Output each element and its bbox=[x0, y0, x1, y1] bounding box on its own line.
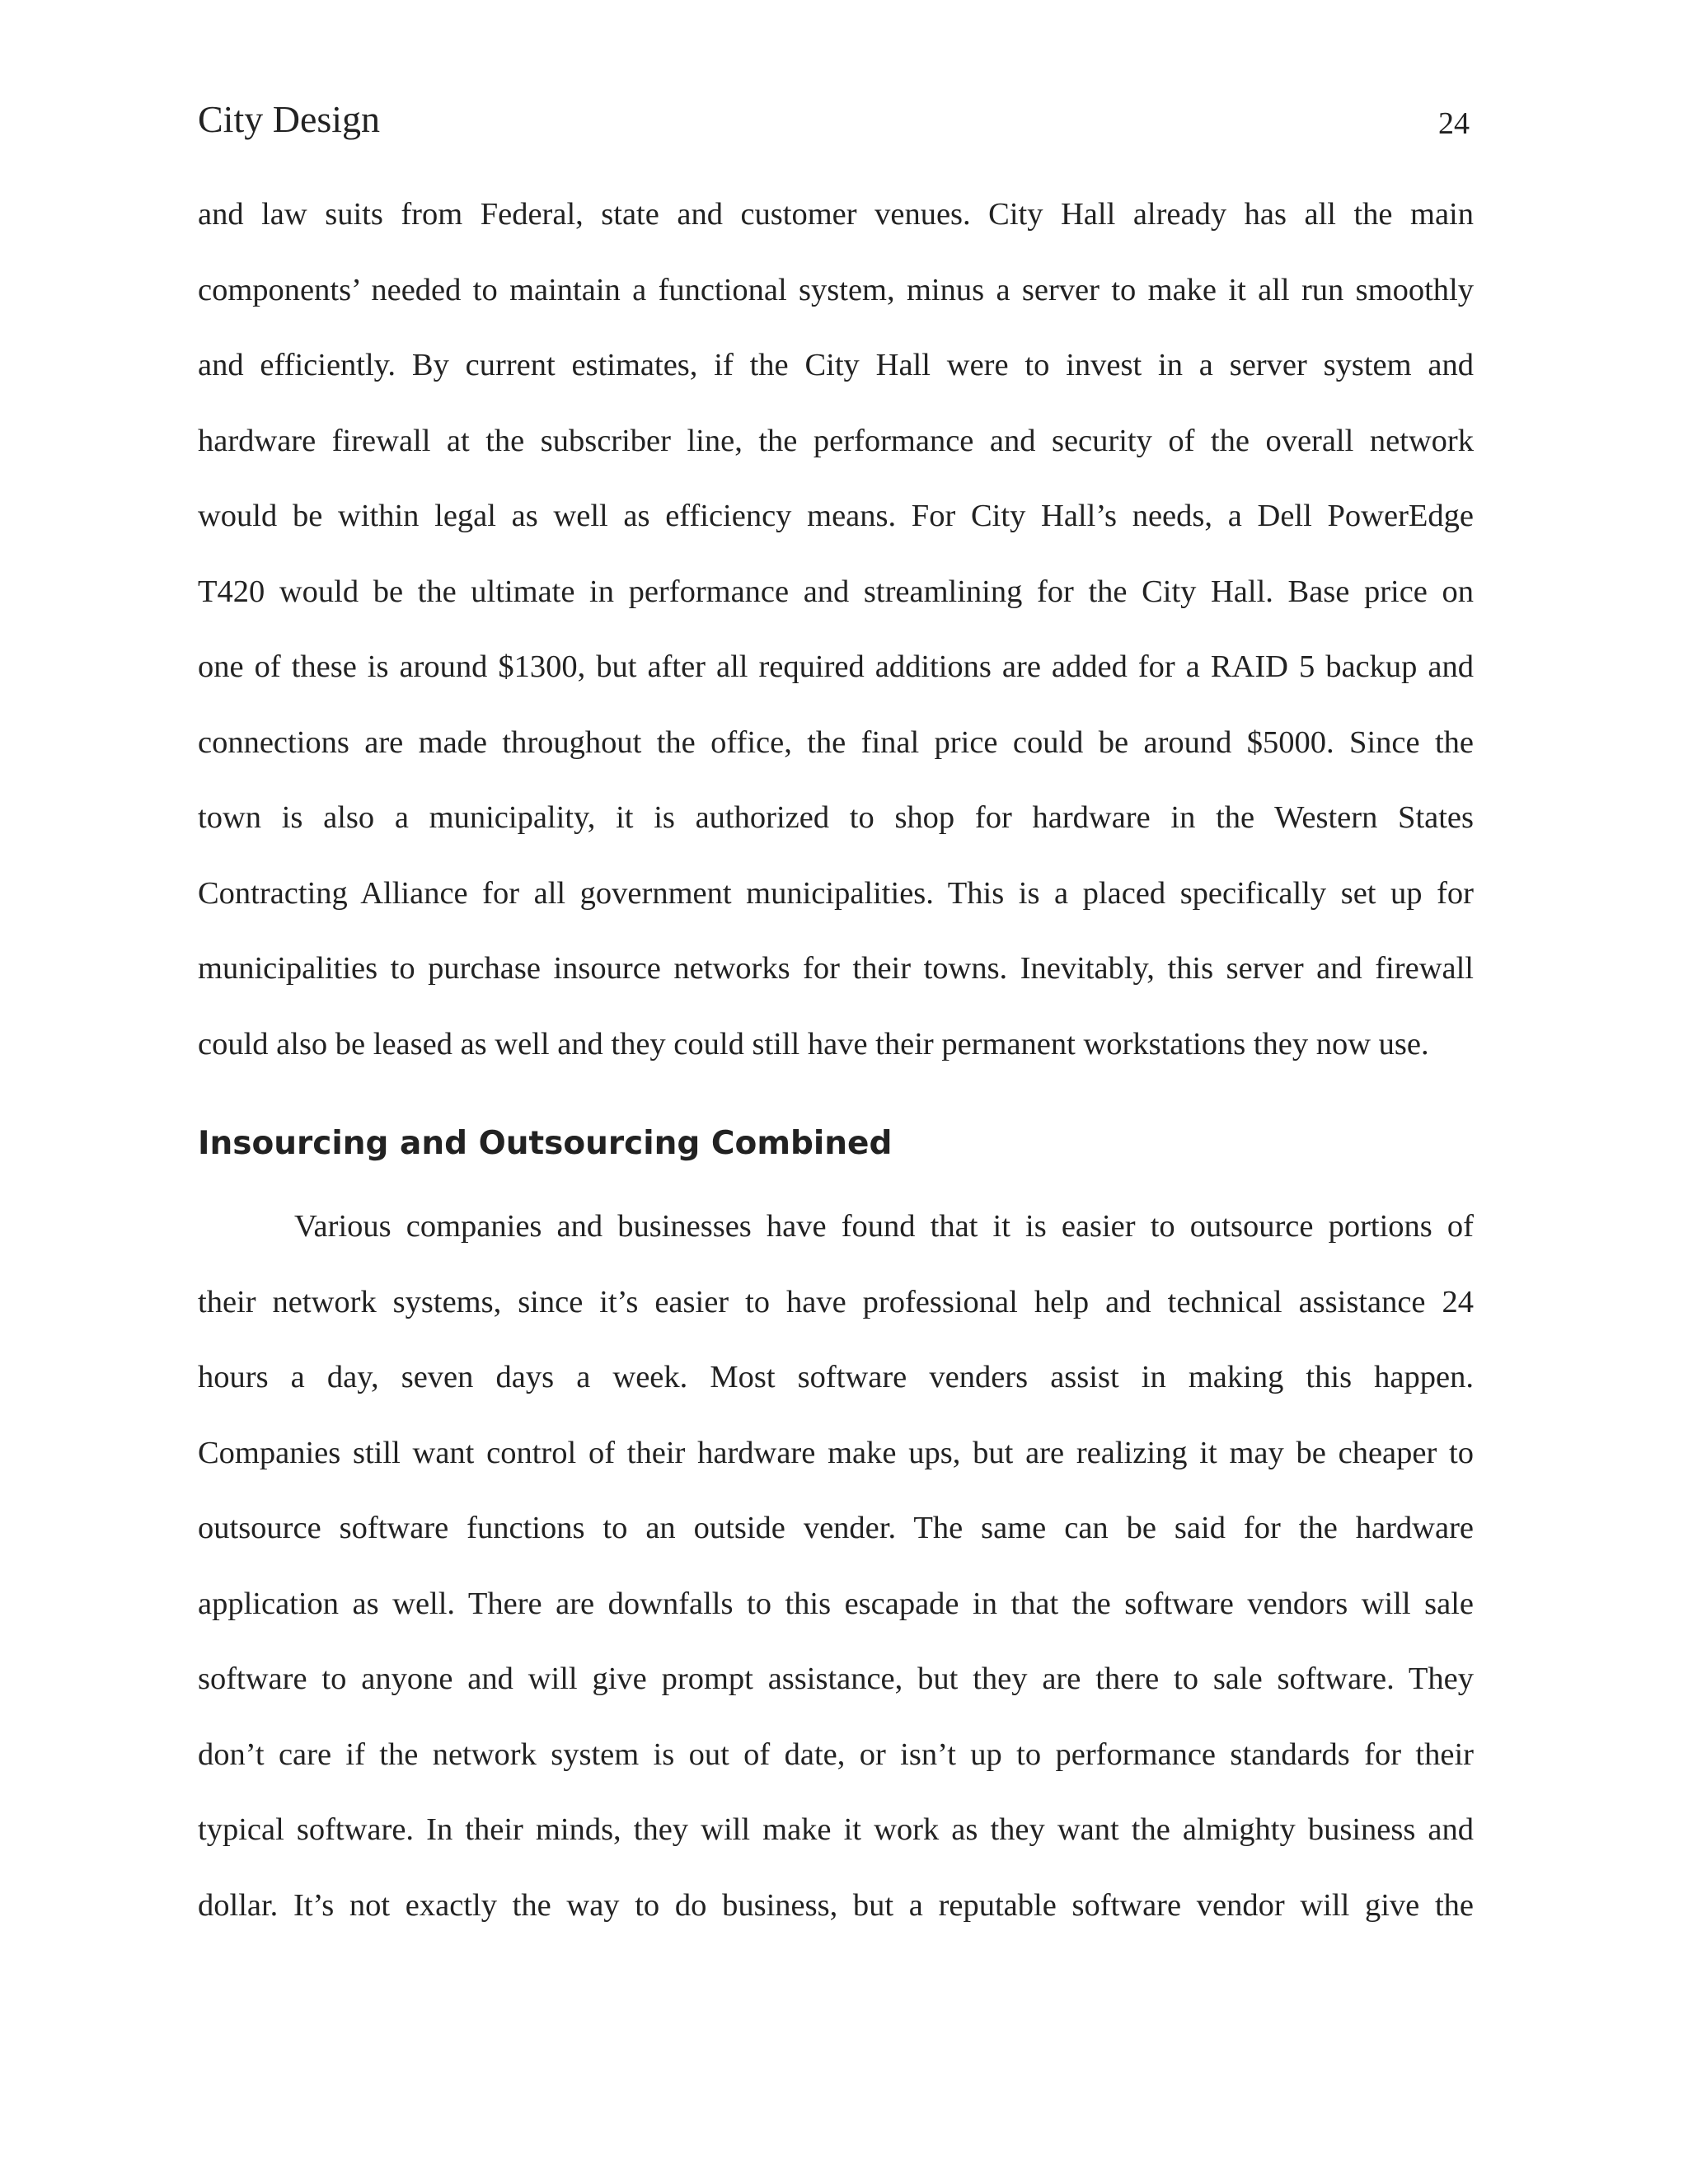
running-head: City Design bbox=[198, 98, 381, 140]
text-line: outsource software functions to an outside vender. The same can be said for the hardware bbox=[198, 1511, 1474, 1545]
page-number: 24 bbox=[1438, 106, 1470, 141]
text-line: their network systems, since it’s easier to have professional help and technical assistance 24 bbox=[198, 1284, 1474, 1319]
text-line: connections are made throughout the office, the final price could be around $5000. Since the bbox=[198, 724, 1474, 760]
text-line: would be within legal as well as efficiency means. For City Hall’s needs, a Dell PowerEdge bbox=[198, 499, 1474, 533]
body-paragraph bbox=[198, 1189, 1474, 1943]
text-line: typical software. In their minds, they will make it work as they want the almighty business and bbox=[198, 1812, 1474, 1847]
text-line: components’ needed to maintain a functional system, minus a server to make it all run smoothly bbox=[198, 272, 1474, 307]
body-paragraph bbox=[198, 177, 1474, 1082]
text-line: town is also a municipality, it is authorized to shop for hardware in the Western States bbox=[198, 800, 1474, 835]
text-line: and law suits from Federal, state and customer venues. City Hall already has all the main bbox=[198, 197, 1474, 232]
text-line: municipalities to purchase insource networks for their towns. Inevitably, this server and firewall bbox=[198, 951, 1474, 986]
text-line: hours a day, seven days a week. Most software venders assist in making this happen. bbox=[198, 1360, 1474, 1394]
text-line: application as well. There are downfalls to this escapade in that the software vendors will sale bbox=[198, 1586, 1474, 1621]
text-line: hardware firewall at the subscriber line, the performance and security of the overall network bbox=[198, 423, 1474, 458]
text-line: software to anyone and will give prompt assistance, but they are there to sale software. They bbox=[198, 1661, 1474, 1696]
text-line: could also be leased as well and they could still have their permanent workstations they now use. bbox=[198, 1026, 1429, 1062]
text-line: dollar. It’s not exactly the way to do business, but a reputable software vendor will give the bbox=[198, 1887, 1474, 1923]
text-line: T420 would be the ultimate in performance and streamlining for the City Hall. Base price on bbox=[198, 574, 1474, 609]
text-line: Companies still want control of their hardware make ups, but are realizing it may be cheaper to bbox=[198, 1435, 1474, 1470]
text-line-content: Various companies and businesses have found that it is easier to outsource portions of bbox=[294, 1209, 1474, 1244]
text-line: one of these is around $1300, but after all required additions are added for a RAID 5 backup and bbox=[198, 649, 1474, 684]
text-line: Contracting Alliance for all government municipalities. This is a placed specifically set up for bbox=[198, 875, 1474, 911]
text-line: don’t care if the network system is out of date, or isn’t up to performance standards for their bbox=[198, 1736, 1474, 1772]
section-heading: Insourcing and Outsourcing Combined bbox=[198, 1125, 893, 1162]
text-line-first bbox=[198, 1189, 1474, 1265]
text-line: and efficiently. By current estimates, if the City Hall were to invest in a server system and bbox=[198, 348, 1474, 382]
